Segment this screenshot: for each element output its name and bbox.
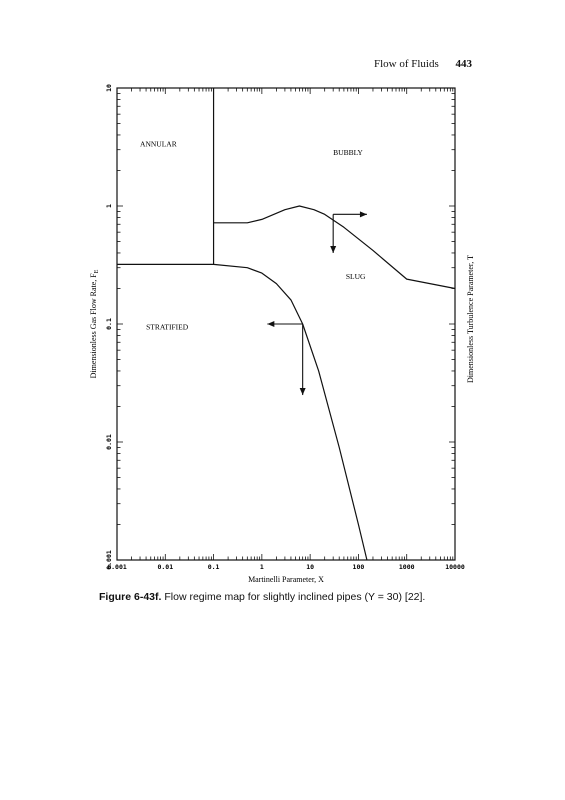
y-axis-label-text: Dimensionless Gas Flow Rate, F [89, 273, 98, 379]
figure-caption-text: Flow regime map for slightly inclined pipes (Y = 30) [22]. [164, 591, 426, 603]
arrow-head [360, 211, 367, 217]
x-tick-label: 1 [259, 563, 264, 571]
y-tick-label: 1 [105, 204, 113, 208]
figure-caption [99, 591, 499, 603]
region-label: ANNULAR [140, 139, 177, 149]
region-labels [140, 139, 366, 331]
x-tick-label: 0.1 [207, 563, 220, 571]
y-tick-label: 10 [105, 84, 113, 92]
region-label: STRATIFIED [146, 322, 189, 332]
y-tick-label: 0.01 [105, 434, 113, 450]
page-number: 443 [455, 58, 472, 70]
y-tick-label: 0.001 [105, 550, 113, 570]
y-axis-label-subscript: E [94, 269, 100, 274]
y-axis-label [89, 269, 100, 378]
y-tick-label: 0.1 [105, 318, 113, 330]
running-head-title: Flow of Fluids [373, 58, 439, 70]
region-label: BUBBLY [333, 148, 363, 158]
x-tick-label: 10 [306, 563, 315, 571]
x-tick-label: 1000 [398, 563, 415, 571]
arrow-head [330, 246, 336, 253]
x-tick-label: 0.01 [157, 563, 174, 571]
arrow-head [300, 388, 306, 395]
x-tick-label: 10000 [445, 563, 465, 571]
boundary-curve [117, 264, 367, 560]
x-tick-label: 100 [352, 563, 365, 571]
x-tick-label: 0.001 [107, 563, 127, 571]
x-axis-label: Martinelli Parameter, X [248, 575, 324, 584]
figure-label: Figure 6-43f. [99, 591, 162, 603]
arrow-head [267, 321, 274, 327]
right-axis-label: Dimensionless Turbulence Parameter, T [466, 255, 475, 383]
region-label: SLUG [345, 272, 366, 282]
